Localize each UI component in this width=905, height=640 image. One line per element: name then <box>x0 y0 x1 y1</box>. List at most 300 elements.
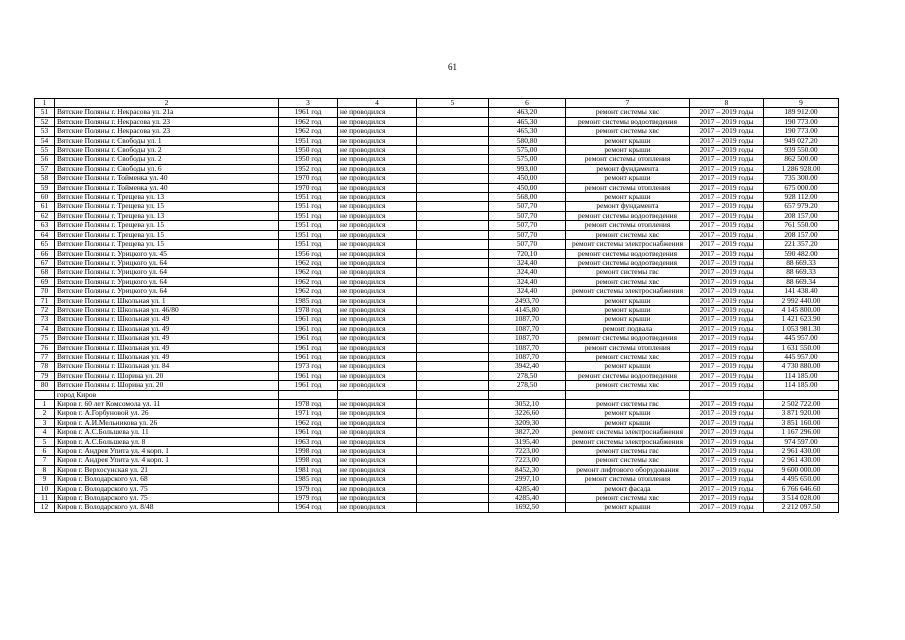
table-cell: ремонт системы водоотведения <box>566 371 690 380</box>
table-row <box>35 258 839 267</box>
table-cell: 221 357.20 <box>764 240 839 249</box>
table-row <box>35 277 839 286</box>
table-cell: 939 550.00 <box>764 146 839 155</box>
table-row <box>35 428 839 437</box>
table-cell: Вятские Поляны г. Школьная ул. 46/80 <box>55 305 279 314</box>
table-cell: 7 <box>35 456 55 465</box>
table-cell: не проводился <box>338 447 417 456</box>
table-cell <box>417 305 489 314</box>
table-cell: 2017 – 2019 годы <box>690 164 764 173</box>
table-row <box>35 362 839 371</box>
table-cell <box>417 352 489 361</box>
table-cell <box>417 503 489 512</box>
table-cell: 1 167 296.00 <box>764 428 839 437</box>
table-cell: не проводился <box>338 108 417 117</box>
table-cell: 2017 – 2019 годы <box>690 108 764 117</box>
table-cell <box>417 400 489 409</box>
table-cell: 3195,40 <box>489 437 566 446</box>
table-row <box>35 305 839 314</box>
table-cell: не проводился <box>338 324 417 333</box>
table-row <box>35 456 839 465</box>
table-cell: ремонт системы отопления <box>566 155 690 164</box>
table-row <box>35 136 839 145</box>
table-cell: 2017 – 2019 годы <box>690 211 764 220</box>
table-cell: 445 957.00 <box>764 352 839 361</box>
table-cell: ремонт системы гвс <box>566 268 690 277</box>
table-cell: 1961 год <box>279 324 338 333</box>
table-cell <box>417 277 489 286</box>
table-cell: 507,70 <box>489 240 566 249</box>
table-cell: 1979 год <box>279 484 338 493</box>
table-row <box>35 202 839 211</box>
table-cell: 59 <box>35 183 55 192</box>
table-cell: 580,80 <box>489 136 566 145</box>
table-cell: Вятские Поляны г. Некрасова ул. 21а <box>55 108 279 117</box>
table-cell <box>417 258 489 267</box>
table-cell: не проводился <box>338 503 417 512</box>
table-cell: Вятские Поляны г. Шорина ул. 20 <box>55 381 279 390</box>
table-cell: не проводился <box>338 249 417 258</box>
table-cell: не проводился <box>338 202 417 211</box>
table-cell: 463,20 <box>489 108 566 117</box>
table-cell: 1998 год <box>279 447 338 456</box>
table-cell: 2017 – 2019 годы <box>690 315 764 324</box>
table-cell: 2017 – 2019 годы <box>690 484 764 493</box>
table-cell: не проводился <box>338 494 417 503</box>
table-cell: 66 <box>35 249 55 258</box>
table-cell: ремонт лифтового оборудования <box>566 465 690 474</box>
table-row <box>35 211 839 220</box>
table-cell: Вятские Поляны г. Урицкого ул. 64 <box>55 277 279 286</box>
table-cell: 68 <box>35 268 55 277</box>
table-cell: не проводился <box>338 221 417 230</box>
table-cell: 1087,70 <box>489 343 566 352</box>
table-cell: 1962 год <box>279 258 338 267</box>
table-cell: 2017 – 2019 годы <box>690 381 764 390</box>
table-cell <box>417 164 489 173</box>
table-cell: 2 961 430.00 <box>764 456 839 465</box>
table-cell: 1087,70 <box>489 352 566 361</box>
table-row <box>35 503 839 512</box>
table-cell: 2017 – 2019 годы <box>690 475 764 484</box>
table-row <box>35 437 839 446</box>
table-cell: 1 <box>35 400 55 409</box>
table-cell: 208 157.00 <box>764 211 839 220</box>
table-cell: Вятские Поляны г. Трещева ул. 15 <box>55 221 279 230</box>
table-cell: 2017 – 2019 годы <box>690 287 764 296</box>
table-cell: Вятские Поляны г. Тойменка ул. 40 <box>55 183 279 192</box>
table-cell: ремонт подвала <box>566 324 690 333</box>
table-cell: 2017 – 2019 годы <box>690 277 764 286</box>
table-cell: 1 631 550.00 <box>764 343 839 352</box>
table-cell: 1951 год <box>279 221 338 230</box>
table-row <box>35 249 839 258</box>
table-cell: ремонт системы хвс <box>566 352 690 361</box>
table-cell: 1981 год <box>279 465 338 474</box>
table-cell: 507,70 <box>489 211 566 220</box>
table-cell: 65 <box>35 240 55 249</box>
table-cell: 1961 год <box>279 315 338 324</box>
table-cell: 80 <box>35 381 55 390</box>
page-number: 61 <box>448 62 457 72</box>
table-row <box>35 352 839 361</box>
table-cell: 4 495 650.00 <box>764 475 839 484</box>
table-cell: Киров г. Володарского ул. 8/48 <box>55 503 279 512</box>
table-cell: ремонт системы отопления <box>566 221 690 230</box>
table-cell: 4285,40 <box>489 494 566 503</box>
table-cell: 1964 год <box>279 503 338 512</box>
table-cell: не проводился <box>338 409 417 418</box>
table-cell: ремонт крыши <box>566 174 690 183</box>
table-cell: 10 <box>35 484 55 493</box>
table-cell: 2017 – 2019 годы <box>690 428 764 437</box>
table-cell: 1087,70 <box>489 334 566 343</box>
column-header: 7 <box>566 99 690 108</box>
table-cell: не проводился <box>338 277 417 286</box>
table-cell: 2 502 722.00 <box>764 400 839 409</box>
table-cell: 6 <box>35 447 55 456</box>
table-cell: не проводился <box>338 240 417 249</box>
table-row <box>35 108 839 117</box>
table-cell: не проводился <box>338 136 417 145</box>
table-cell: ремонт системы электроснабжения <box>566 240 690 249</box>
table-cell: 324,40 <box>489 258 566 267</box>
table-row <box>35 409 839 418</box>
table-cell: 5 <box>35 437 55 446</box>
table-cell: 190 773.00 <box>764 127 839 136</box>
table-row <box>35 127 839 136</box>
table-cell: 2017 – 2019 годы <box>690 400 764 409</box>
table-cell: Киров г. Андрея Упита ул. 4 корп. 1 <box>55 456 279 465</box>
table-cell: 2017 – 2019 годы <box>690 127 764 136</box>
table-cell: ремонт крыши <box>566 315 690 324</box>
table-cell: 2017 – 2019 годы <box>690 268 764 277</box>
table-cell: ремонт системы хвс <box>566 381 690 390</box>
table-cell: ремонт системы гвс <box>566 447 690 456</box>
table-row <box>35 343 839 352</box>
table-cell: не проводился <box>338 315 417 324</box>
table-cell: ремонт крыши <box>566 305 690 314</box>
table-cell: 11 <box>35 494 55 503</box>
table-cell: 2017 – 2019 годы <box>690 503 764 512</box>
table-cell: 675 000.00 <box>764 183 839 192</box>
table-cell: Вятские Поляны г. Школьная ул. 49 <box>55 352 279 361</box>
table-cell: ремонт системы отопления <box>566 343 690 352</box>
table-cell: 2493,70 <box>489 296 566 305</box>
table-cell: 3 871 920.00 <box>764 409 839 418</box>
table-cell: ремонт системы электроснабжения <box>566 428 690 437</box>
table-cell <box>417 249 489 258</box>
table-cell: 324,40 <box>489 287 566 296</box>
table-cell: 189 912.00 <box>764 108 839 117</box>
table-cell <box>417 117 489 126</box>
table-cell: Вятские Поляны г. Некрасова ул. 23 <box>55 117 279 126</box>
table-cell: 1970 год <box>279 183 338 192</box>
table-cell: не проводился <box>338 296 417 305</box>
table-cell: 9 <box>35 475 55 484</box>
table-cell: 3827,20 <box>489 428 566 437</box>
table-cell: не проводился <box>338 174 417 183</box>
table-row <box>35 221 839 230</box>
table-cell: Вятские Поляны г. Свободы ул. 1 <box>55 136 279 145</box>
table-cell <box>417 296 489 305</box>
table-cell: ремонт крыши <box>566 409 690 418</box>
table-cell: не проводился <box>338 155 417 164</box>
table-cell: 1956 год <box>279 249 338 258</box>
table-cell: 2017 – 2019 годы <box>690 334 764 343</box>
table-cell: 1962 год <box>279 117 338 126</box>
table-cell: не проводился <box>338 456 417 465</box>
table-cell <box>417 268 489 277</box>
table-cell <box>417 437 489 446</box>
table-cell: 1961 год <box>279 334 338 343</box>
table-cell: 1961 год <box>279 352 338 361</box>
table-cell: Вятские Поляны г. Трещева ул. 13 <box>55 193 279 202</box>
table-cell: 2 212 097.50 <box>764 503 839 512</box>
table-cell: Вятские Поляны г. Тойменка ул. 40 <box>55 174 279 183</box>
table-cell: 2 961 430.00 <box>764 447 839 456</box>
table-cell: 3052,10 <box>489 400 566 409</box>
table-cell: 2017 – 2019 годы <box>690 249 764 258</box>
table-cell: 993,00 <box>489 164 566 173</box>
table-cell: 324,40 <box>489 277 566 286</box>
table-body <box>35 99 839 513</box>
table-cell: 3 851 160.00 <box>764 418 839 427</box>
table-cell: 507,70 <box>489 230 566 239</box>
table-row <box>35 324 839 333</box>
table-cell: ремонт системы водоотведения <box>566 211 690 220</box>
table-cell: 974 597.00 <box>764 437 839 446</box>
table-cell: не проводился <box>338 343 417 352</box>
table-cell: 1978 год <box>279 400 338 409</box>
table-cell: 2017 – 2019 годы <box>690 362 764 371</box>
table-cell <box>417 230 489 239</box>
table-cell: Вятские Поляны г. Школьная ул. 49 <box>55 324 279 333</box>
table-cell: ремонт системы электроснабжения <box>566 437 690 446</box>
table-cell <box>417 193 489 202</box>
table-cell: 1 286 928.00 <box>764 164 839 173</box>
table-cell: 75 <box>35 334 55 343</box>
table-cell: 3942,40 <box>489 362 566 371</box>
table-cell: 1963 год <box>279 437 338 446</box>
table-cell: 2017 – 2019 годы <box>690 202 764 211</box>
table-cell: 1961 год <box>279 428 338 437</box>
table-cell: 465,30 <box>489 117 566 126</box>
table-cell: Вятские Поляны г. Урицкого ул. 45 <box>55 249 279 258</box>
table-cell: не проводился <box>338 334 417 343</box>
table-cell <box>417 240 489 249</box>
table-header-row <box>35 99 839 108</box>
table-cell: 568,00 <box>489 193 566 202</box>
table-row <box>35 155 839 164</box>
table-cell: 2017 – 2019 годы <box>690 343 764 352</box>
table-cell: 450,00 <box>489 183 566 192</box>
table-cell: не проводился <box>338 305 417 314</box>
table-cell: 575,00 <box>489 146 566 155</box>
table-cell <box>417 211 489 220</box>
table-cell: 2017 – 2019 годы <box>690 174 764 183</box>
table-cell: 88 669.34 <box>764 277 839 286</box>
section-row <box>35 390 839 399</box>
table-cell <box>417 447 489 456</box>
table-cell: 590 482.00 <box>764 249 839 258</box>
table-cell: не проводился <box>338 371 417 380</box>
column-header: 3 <box>279 99 338 108</box>
table-cell: 2017 – 2019 годы <box>690 409 764 418</box>
table-cell: ремонт системы отопления <box>566 475 690 484</box>
capital-repair-table <box>34 98 839 513</box>
table-cell: не проводился <box>338 428 417 437</box>
table-cell: 1962 год <box>279 127 338 136</box>
table-cell: ремонт крыши <box>566 296 690 305</box>
table-cell: не проводился <box>338 484 417 493</box>
table-cell: 450,00 <box>489 174 566 183</box>
table-cell: 2017 – 2019 годы <box>690 305 764 314</box>
table-cell: 1950 год <box>279 155 338 164</box>
table-cell: 278,50 <box>489 371 566 380</box>
table-cell <box>417 409 489 418</box>
column-header: 1 <box>35 99 55 108</box>
table-cell: Вятские Поляны г. Некрасова ул. 23 <box>55 127 279 136</box>
table-cell: ремонт системы хвс <box>566 456 690 465</box>
table-cell: 7223,00 <box>489 447 566 456</box>
table-cell <box>417 221 489 230</box>
table-cell: 3 <box>35 418 55 427</box>
table-cell: Вятские Поляны г. Трещева ул. 15 <box>55 240 279 249</box>
table-row <box>35 268 839 277</box>
table-cell: 73 <box>35 315 55 324</box>
table-row <box>35 146 839 155</box>
table-cell: ремонт системы хвс <box>566 108 690 117</box>
table-cell: 720,10 <box>489 249 566 258</box>
table-cell: Вятские Поляны г. Трещева ул. 15 <box>55 202 279 211</box>
table-cell: не проводился <box>338 127 417 136</box>
table-cell: 58 <box>35 174 55 183</box>
table-cell <box>417 390 489 399</box>
table-cell: 1951 год <box>279 136 338 145</box>
table-row <box>35 494 839 503</box>
table-cell: ремонт крыши <box>566 418 690 427</box>
table-cell: 72 <box>35 305 55 314</box>
table-cell: 6 766 646.60 <box>764 484 839 493</box>
table-cell: 1951 год <box>279 240 338 249</box>
table-cell: Киров г. А.Горбуновой ул. 26 <box>55 409 279 418</box>
table-cell <box>417 475 489 484</box>
table-cell: 63 <box>35 221 55 230</box>
table-cell: ремонт системы водоотведения <box>566 117 690 126</box>
table-cell: 2017 – 2019 годы <box>690 465 764 474</box>
table-cell: 949 027.20 <box>764 136 839 145</box>
column-header: 8 <box>690 99 764 108</box>
table-cell: 507,70 <box>489 221 566 230</box>
table-cell: 190 773.00 <box>764 117 839 126</box>
table-cell: ремонт фундамента <box>566 202 690 211</box>
table-cell: не проводился <box>338 268 417 277</box>
table-cell: не проводился <box>338 475 417 484</box>
table-row <box>35 174 839 183</box>
table-cell: Вятские Поляны г. Свободы ул. 2 <box>55 146 279 155</box>
table-cell: ремонт крыши <box>566 503 690 512</box>
table-cell: Вятские Поляны г. Урицкого ул. 64 <box>55 258 279 267</box>
table-cell: 54 <box>35 136 55 145</box>
table-cell <box>417 202 489 211</box>
table-cell: 1951 год <box>279 193 338 202</box>
table-cell: 2017 – 2019 годы <box>690 296 764 305</box>
table-cell: не проводился <box>338 164 417 173</box>
table-cell <box>417 146 489 155</box>
column-header: 6 <box>489 99 566 108</box>
table-cell: 1 053 981.30 <box>764 324 839 333</box>
table-cell: Киров г. А.И.Мельникова ул. 26 <box>55 418 279 427</box>
table-cell <box>417 174 489 183</box>
table-cell: 862 500.00 <box>764 155 839 164</box>
table-cell: 1 421 623.90 <box>764 315 839 324</box>
table-cell: 2 992 440.00 <box>764 296 839 305</box>
table-cell: город Киров <box>55 390 279 399</box>
table-cell: Вятские Поляны г. Шорина ул. 20 <box>55 371 279 380</box>
table-cell: ремонт системы хвс <box>566 494 690 503</box>
table-cell <box>417 456 489 465</box>
table-cell: 278,50 <box>489 381 566 390</box>
table-cell: 1951 год <box>279 211 338 220</box>
table-cell: Вятские Поляны г. Школьная ул. 49 <box>55 315 279 324</box>
table-cell: 7223,00 <box>489 456 566 465</box>
table-row <box>35 183 839 192</box>
table-cell: ремонт фундамента <box>566 164 690 173</box>
table-cell: Вятские Поляны г. Свободы ул. 6 <box>55 164 279 173</box>
table-cell: 64 <box>35 230 55 239</box>
table-cell: Вятские Поляны г. Свободы ул. 2 <box>55 155 279 164</box>
table-cell: 1978 год <box>279 305 338 314</box>
table-cell: ремонт системы хвс <box>566 230 690 239</box>
table-row <box>35 296 839 305</box>
table-row <box>35 465 839 474</box>
table-cell: 9 600 000.00 <box>764 465 839 474</box>
table-cell: 4 <box>35 428 55 437</box>
table-cell: 1962 год <box>279 418 338 427</box>
table-cell: 1961 год <box>279 381 338 390</box>
table-cell <box>566 390 690 399</box>
table-cell: 1087,70 <box>489 324 566 333</box>
table-cell: 1971 год <box>279 409 338 418</box>
table-row <box>35 484 839 493</box>
table-cell <box>417 155 489 164</box>
table-cell: 324,40 <box>489 268 566 277</box>
table-cell: 928 112.00 <box>764 193 839 202</box>
table-cell: 74 <box>35 324 55 333</box>
table-cell: 1962 год <box>279 277 338 286</box>
table-cell <box>417 334 489 343</box>
table-cell: не проводился <box>338 146 417 155</box>
table-cell: 3226,60 <box>489 409 566 418</box>
table-cell: 1961 год <box>279 108 338 117</box>
table-cell: 57 <box>35 164 55 173</box>
table-cell: 53 <box>35 127 55 136</box>
table-cell: Киров г. 60 лет Комсомола ул. 11 <box>55 400 279 409</box>
table-cell <box>417 371 489 380</box>
table-cell: 1961 год <box>279 343 338 352</box>
table-cell: 77 <box>35 352 55 361</box>
table-cell: 51 <box>35 108 55 117</box>
table-cell: 2017 – 2019 годы <box>690 258 764 267</box>
table-cell: Вятские Поляны г. Школьная ул. 1 <box>55 296 279 305</box>
table-cell: 2017 – 2019 годы <box>690 494 764 503</box>
table-cell: не проводился <box>338 465 417 474</box>
column-header: 4 <box>338 99 417 108</box>
table-cell: 61 <box>35 202 55 211</box>
table-cell: не проводился <box>338 193 417 202</box>
table-cell: 2017 – 2019 годы <box>690 437 764 446</box>
